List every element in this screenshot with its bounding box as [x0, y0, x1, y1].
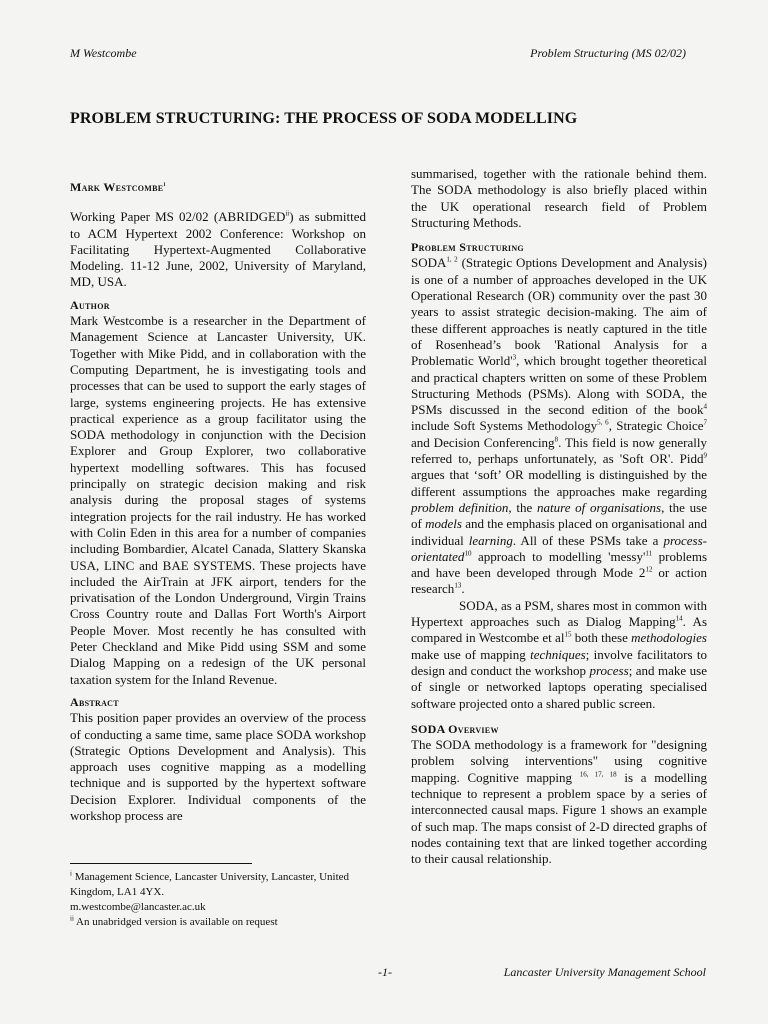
footnote-1-email: m.westcombe@lancaster.ac.uk: [70, 901, 206, 913]
abstract-heading: Abstract: [70, 694, 119, 709]
problem-structuring-paragraph-1: SODA$^{1, 2}$ (Strategic Options Development and Analysis) is one of a number of approaches developed in the UK Operational Research (OR) community over the past 30 years to assist strategic decision-making. The aim of these different approaches is neatly captured in the title of Rosenhead’s book 'Rational Analysis for a Problematic $World'^3$, which brought together theoretical and practical chapters written on some of these Problem Structuring Methods (PSMs). Along with SODA, the PSMs discussed in the second edition of the book$^4$ include Soft Systems Methodology$^{5, 6}$, Strategic Choice$^7$ and Decision Conferencing$^8$. This field is now generally referred to, perhaps unfortunately, as 'Soft OR'. Pidd$^9$ argues that ‘soft’ OR modelling is distinguished by the different assumptions the approaches make regarding problem definition, the nature of organisations, the use of models and the emphasis placed on organisational and individual learning. All of these PSMs take a process-orientated$^{10}$ approach to modelling '$messy'^{11}$ problems and have been developed through Mode $2^{12}$ or action research$^{13}$.: [411, 255, 708, 597]
running-header-title: Problem Structuring (MS 02/02): [530, 46, 686, 60]
problem-structuring-heading: Problem Structuring: [411, 240, 524, 255]
problem-structuring-paragraph-2: SODA, as a PSM, shares most in common with Hypertext approaches such as Dialog Mapping$^{14}$. As compared in Westcombe et $al^{15}$ both these methodologies make use of mapping techniques; involve facilitators to design and conduct the workshop process; and make use of single or networked laptops operating specialised software projected onto a shared public screen.: [411, 597, 708, 711]
running-header-author: M Westcombe: [70, 46, 137, 60]
footnote-2: $^{ii}$ An unabridged version is available on request: [70, 914, 278, 928]
author-bio: Mark Westcombe is a researcher in the Department of Management Science at Lancaster University, UK. Together with Mike Pidd, and in collaboration with the Computing Department, he is investigating tools and processes that can be used to support the early stages of large, systems engineering projects. He has extensive practical experience as a group facilitator using the SODA methodology in conjunction with the Decision Explorer and Group Explorer, two collaborative hypertext modelling softwares. This has focused principally on strategic decision making and risk analysis during the proposal stages of systems integration projects for the rail industry. He has worked with Colin Eden in this area for a number of companies including Bombardier, Alcatel Canada, Slattery Skanska USA, LINC and BAE SYSTEMS. These projects have included the AirTrain at JFK airport, tenders for the privatisation of the London Underground, Virgin Trains Cross Country route and Dallas Fort Worth's Airport People Mover. Most recently he has consulted with Peter Checkland and Mike Pidd using SSM and some Dialog Mapping on a redesign of the UK personal taxation system for the Inland Revenue.: [70, 313, 366, 687]
author-name-heading: Mark Westcombe$^i$: [70, 180, 166, 194]
soda-overview-heading: SODA Overview: [411, 721, 499, 736]
footnotes: [70, 870, 370, 930]
abstract-continued: summarised, together with the rationale behind them. The SODA methodology is also briefly placed within the UK operational research field of Problem Structuring Methods.: [411, 166, 707, 230]
right-column: [411, 166, 707, 867]
paper-title: PROBLEM STRUCTURING: THE PROCESS OF SODA MODELLING: [70, 110, 578, 127]
soda-overview-body: The SODA methodology is a framework for "designing problem solving interventions" using cognitive mapping. Cognitive mapping $^{16, 17, 18}$ is a modelling technique to represent a problem space by a series of interconnected causal maps. Figure 1 shows an example of such map. The maps consist of 2-D directed graphs of nodes containing text that are linked together according to their causal relationship.: [411, 737, 707, 867]
footnote-rule: [70, 863, 252, 864]
footer-institution: Lancaster University Management School: [503, 965, 706, 979]
left-column: [70, 166, 366, 824]
page-number: -1-: [378, 965, 392, 979]
abstract-body: This position paper provides an overview of the process of conducting a same time, same place SODA workshop (Strategic Options Development and Analysis). This approach uses cognitive mapping as a modelling technique and is supported by the hypertext software Decision Explorer. Individual components of the workshop process are: [70, 710, 366, 823]
footnote-1: $^i$ Management Science, Lancaster University, Lancaster, United Kingdom, LA1 4YX.: [70, 869, 350, 898]
working-paper-note: Working Paper MS 02/02 (ABRIDGED$^{ii}$) as submitted to ACM Hypertext 2002 Conference: Workshop on Facilitating Hypertext-Augmented Collaborative Modeling. 11-12 June, 2002, University of Maryland, MD, USA.: [70, 209, 367, 290]
author-section-heading: Author: [70, 297, 110, 312]
